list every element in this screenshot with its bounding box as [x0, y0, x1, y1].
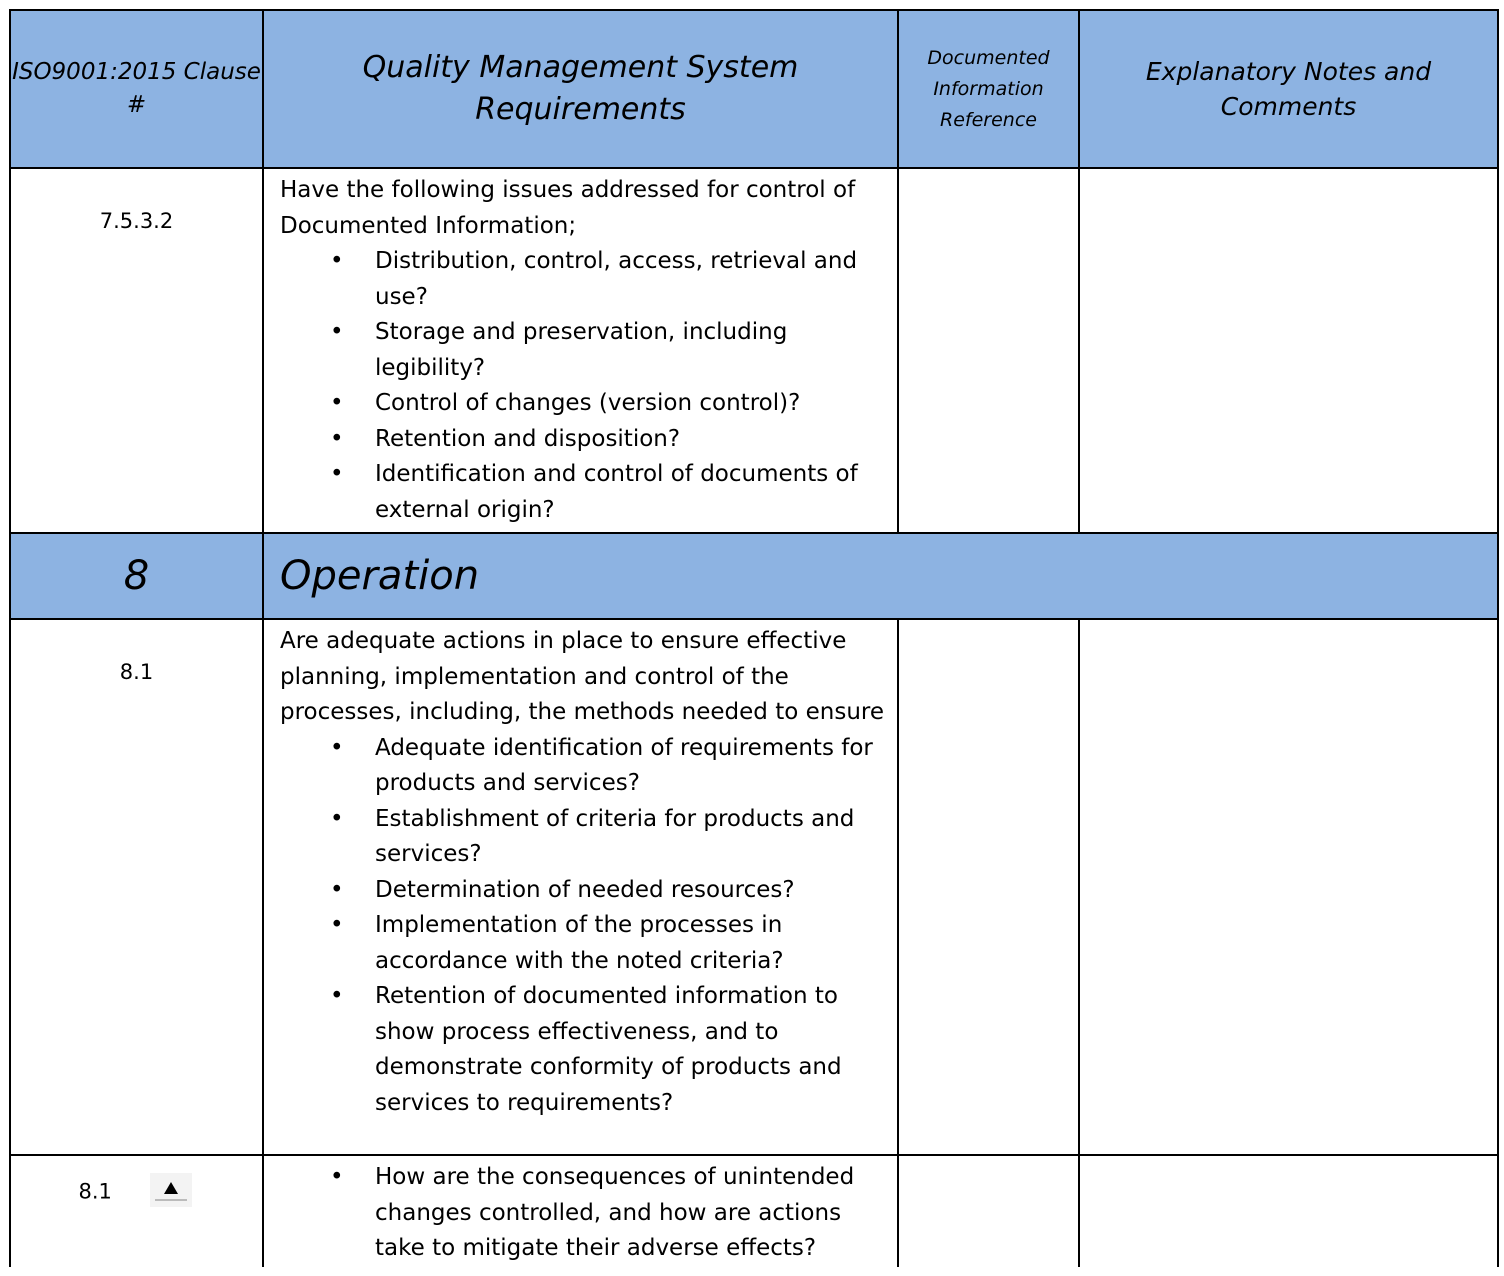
list-item: • Determination of needed resources?	[375, 873, 885, 909]
list-item: • Storage and preservation, including legibility?	[375, 315, 885, 386]
clause-number: 8.1	[10, 619, 263, 1155]
qms-checklist-table	[9, 9, 1499, 1267]
requirement-list	[280, 731, 885, 1122]
header-clause	[10, 10, 263, 168]
requirement-cell	[263, 619, 898, 1155]
header-clause-text: ISO9001:2015 Clause #	[12, 59, 261, 118]
requirement-list	[280, 1160, 885, 1267]
clause-cell	[10, 1155, 263, 1267]
doc-ref-cell[interactable]	[898, 168, 1079, 533]
notes-cell[interactable]	[1079, 168, 1498, 533]
table-header-row	[10, 10, 1498, 168]
list-item: • Retention and disposition?	[375, 422, 885, 458]
notes-cell[interactable]	[1079, 619, 1498, 1155]
list-item: • How are the consequences of unintended changes controlled, and how are actions take to mitigate their adverse effects?	[375, 1160, 885, 1267]
triangle-up-icon[interactable]	[147, 1170, 195, 1215]
list-item: • Implementation of the processes in accordance with the noted criteria?	[375, 908, 885, 979]
clause-number: 7.5.3.2	[10, 168, 263, 533]
section-row	[10, 533, 1498, 619]
table-row	[10, 619, 1498, 1155]
header-notes-text: Explanatory Notes and Comments	[1145, 57, 1432, 121]
list-item: • Identification and control of documents of external origin?	[375, 457, 885, 528]
section-title: Operation	[263, 533, 1498, 619]
list-item: • Control of changes (version control)?	[375, 386, 885, 422]
list-item: • Retention of documented information to show process effectiveness, and to demonstrate conformity of products and services to requirements?	[375, 979, 885, 1121]
table-row	[10, 168, 1498, 533]
clause-number: 8.1	[78, 1179, 112, 1204]
header-requirements	[263, 10, 898, 168]
table-row	[10, 1155, 1498, 1267]
list-item: • Establishment of criteria for products and services?	[375, 802, 885, 873]
list-item: • Adequate identification of requirements for products and services?	[375, 731, 885, 802]
requirement-intro: Are adequate actions in place to ensure effective planning, implementation and control of the processes, including, the methods needed to ensure	[280, 628, 885, 725]
section-number: 8	[10, 533, 263, 619]
header-doc-ref-text: Documented Information Reference	[927, 46, 1050, 131]
requirement-intro: Have the following issues addressed for control of Documented Information;	[280, 177, 856, 239]
header-doc-ref	[898, 10, 1079, 168]
requirement-list	[280, 244, 885, 528]
doc-ref-cell[interactable]	[898, 1155, 1079, 1267]
doc-ref-cell[interactable]	[898, 619, 1079, 1155]
header-requirements-text: Quality Management System Requirements	[362, 50, 799, 127]
notes-cell[interactable]	[1079, 1155, 1498, 1267]
requirement-cell	[263, 168, 898, 533]
requirement-cell	[263, 1155, 898, 1267]
header-notes	[1079, 10, 1498, 168]
list-item: • Distribution, control, access, retrieval and use?	[375, 244, 885, 315]
